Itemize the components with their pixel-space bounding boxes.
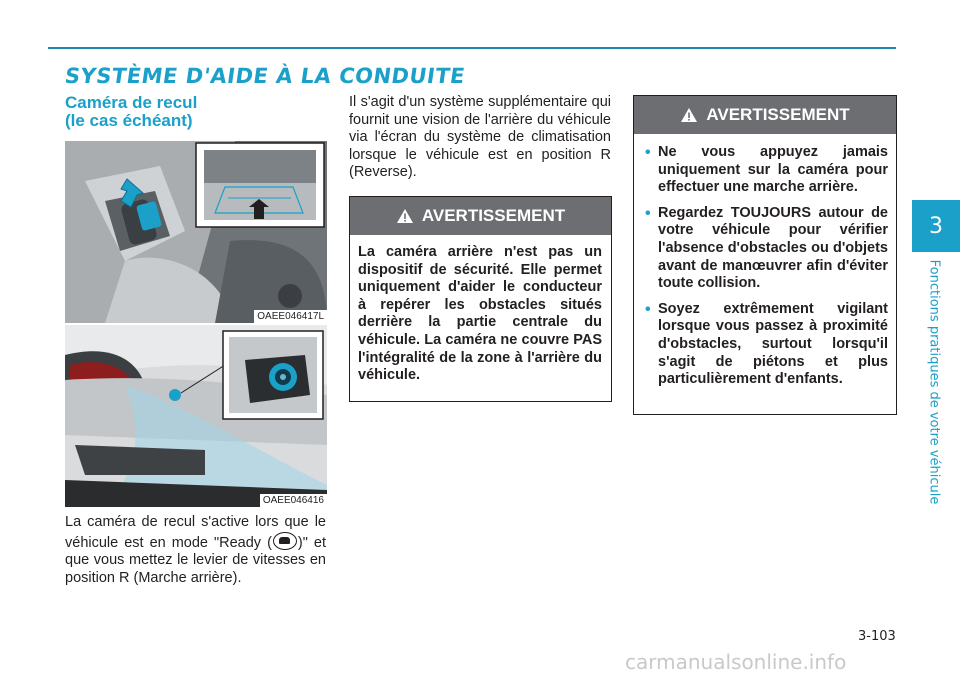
warning-header-1 bbox=[350, 197, 611, 235]
warning-bullet: • Regardez TOUJOURS autour de votre véhicule pour vérifier l'absence d'obstacles ou d'objets avant de manœuvrer afin d'éviter toute collision. bbox=[642, 205, 888, 293]
page-number: 3-103 bbox=[858, 629, 896, 644]
subsection-heading bbox=[65, 94, 197, 130]
subhead-line-1: Caméra de recul bbox=[65, 93, 198, 112]
warning-header-2 bbox=[634, 96, 896, 134]
warning-title-1: AVERTISSEMENT bbox=[421, 206, 566, 225]
warning-bullet: • Ne vous appuyez jamais uniquement sur la caméra pour effectuer une marche arrière. bbox=[642, 144, 888, 197]
chapter-title: Fonctions pratiques de votre véhicule bbox=[926, 259, 942, 505]
top-rule bbox=[48, 47, 896, 49]
warning-box-2 bbox=[633, 95, 897, 415]
warning-box-1 bbox=[349, 196, 612, 402]
shifter-illustration bbox=[65, 141, 327, 323]
image-code-2: OAEE046416 bbox=[260, 494, 327, 507]
watermark: carmanualsonline.info bbox=[625, 650, 847, 674]
warning-triangle-icon bbox=[680, 107, 698, 123]
system-description-paragraph: Il s'agit d'un système supplémentaire qui fournit une vision de l'arrière du véhicule via l'écran du système de climatisation lorsque le véhicule est en position R (Reverse). bbox=[349, 94, 611, 181]
chapter-title-vertical bbox=[924, 259, 944, 505]
warning-triangle-icon bbox=[396, 208, 414, 224]
image-code-1: OAEE046417L bbox=[254, 310, 327, 323]
warning-list bbox=[634, 134, 896, 405]
car-ready-icon bbox=[273, 532, 297, 550]
warning-bullet: • Soyez extrêmement vigilant lorsque vous passez à proximité d'obstacles, surtout lorsqu'il s'agit de piétons et plus particulièrement d'enfants. bbox=[642, 301, 888, 389]
warning-title-2: AVERTISSEMENT bbox=[706, 105, 850, 124]
rear-camera-illustration bbox=[65, 325, 327, 507]
rear-camera-photo bbox=[65, 325, 327, 507]
section-title: SYSTÈME D'AIDE À LA CONDUITE bbox=[63, 64, 467, 88]
paragraph-text-end: )" et que vous mettez le levier de vitesses en position R (Marche arrière). bbox=[65, 534, 326, 586]
warning-text-1: La caméra arrière n'est pas un dispositif de sécurité. Elle permet uniquement d'aider le conducteur à repérer les obstacles situés derrière la partie centrale du véhicule. La caméra ne couvre PAS l'intégralité de la zone à l'arrière du véhicule. bbox=[358, 244, 602, 384]
paragraph-text-start: La caméra de recul s'active lors que le véhicule est en mode "Ready ( bbox=[65, 514, 326, 551]
subhead-line-2: (le cas échéant) bbox=[65, 111, 193, 130]
shifter-photo bbox=[65, 141, 327, 323]
camera-activation-paragraph bbox=[65, 514, 326, 587]
chapter-tab: 3 bbox=[912, 200, 960, 252]
